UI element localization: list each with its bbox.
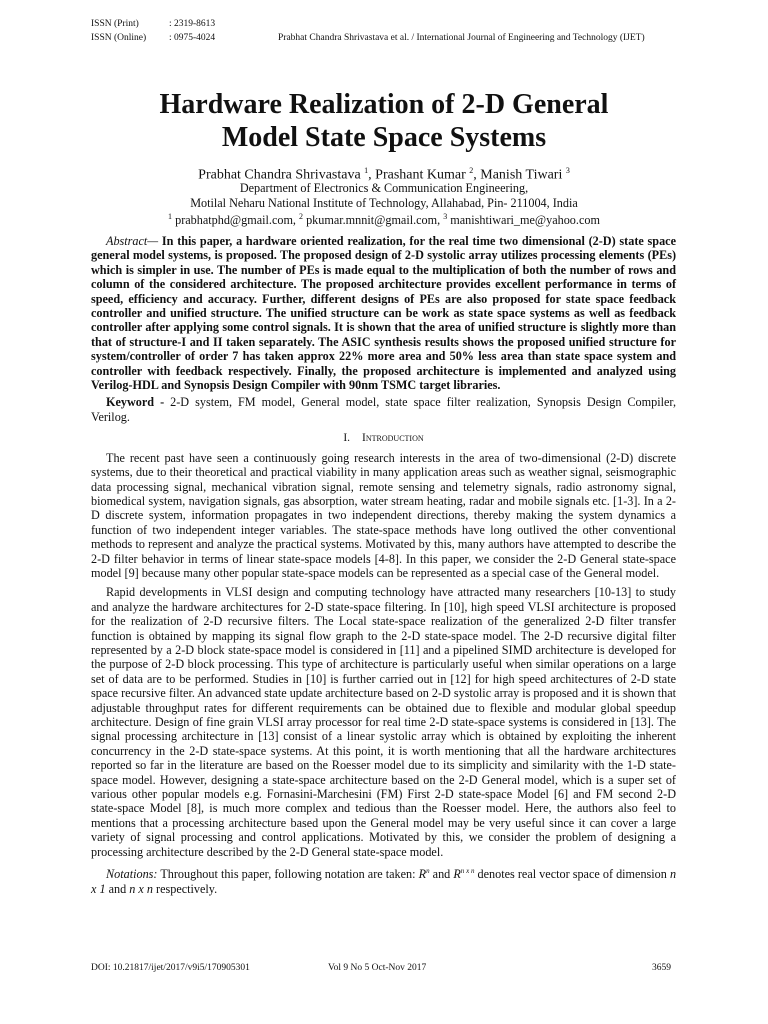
issn-online (91, 31, 215, 45)
footer-doi: DOI: 10.21817/ijet/2017/v9i5/170905301 (91, 963, 250, 973)
issn-block (91, 17, 215, 45)
section-number: I. (343, 432, 351, 445)
paper-body (91, 234, 676, 896)
keywords-label: Keyword - (106, 395, 165, 410)
author-3: Manish Tiwari (480, 167, 563, 183)
running-head: Prabhat Chandra Shrivastava et al. / International Journal of Engineering and Technology (IJET) (278, 33, 645, 43)
title-line-1: Hardware Realization of 2-D General (159, 89, 609, 120)
abstract (91, 234, 676, 392)
notations-label: Notations: (106, 867, 158, 882)
math-rn: $R^n$ (418, 867, 430, 882)
author-1-mark: 1 (364, 166, 369, 175)
keywords (91, 395, 676, 424)
affiliation-line-2: Motilal Neharu National Institute of Technology, Allahabad, Pin- 211004, India (190, 196, 578, 210)
math-dim-1: n x 1 (91, 867, 677, 896)
author-list: Prabhat Chandra Shrivastava $^1$, Prashant Kumar $^2$, Manish Tiwari $^3$ (198, 166, 570, 183)
notations-text-3: respectively. (156, 881, 218, 896)
paragraph: Rapid developments in VLSI design and computing technology have attracted many researchers [10-13] to study and analyze the hardware architectures for 2-D state-space filtering. In [10], high speed VLSI architecture is proposed for the realization of 2-D recursive filters. The Local state-space realization of the generalized 2-D filter transfer function is obtained by mapping its signal flow graph to the 2-D state-space model. The 2-D recursive digital filter represented by a 2-D block state-space model is considered in [11] and a pipelined SIMD architecture is developed for the purpose of 2-D block processing. This type of architecture is particularly useful when similar operations on a large set of data are to be performed. Studies in [10] is further carried out in [12] for high speed architectures of 2-D state space recursive filter. An advanced state update architecture based on 2-D systolic array is proposed and it is shown that adjustable throughput rates for different requirements can be obtained due to flexible and modular global speedup architecture. Design of fine grain VLSI array processor for real time 2-D state-space systems is considered in [13]. The signal processing architecture in [13] consist of a linear systolic array which is obtained by exploiting the inherent concurrency in the 2-D state-space systems. At this point, it is worth mentioning that all the hardware architectures reported so far in the literature are based on the Roesser model due to its simplicity and similarity with the 1-D state-space model. However, designing a state-space architecture based on the 2-D General model, which is a super set of various other popular models e.g. Fornasini-Marchesini (FM) First 2-D state-space Model [6] and FM second 2-D state-space Model [8], is much more complex and tedious than the Roesser model. Here, the authors also feel to mentions that a processing architecture based upon the General model may be very useful since it can cover a large variety of signal processing and control applications. Motivated by this, we consider the problem of designing a processing architecture described by the 2-D General state-space model. (91, 585, 676, 859)
issn-online-value: : 0975-4024 (169, 33, 216, 43)
notations-paragraph (91, 864, 676, 896)
email-2[interactable]: pkumar.mnnit@gmail.com, (306, 213, 441, 228)
notations-text-2: denotes real vector space of dimension (477, 867, 667, 882)
paragraph: The recent past have seen a continuously going research interests in the area of two-dimensional (2-D) discrete systems, due to their theoretical and practical viability in many application areas such as weather signal, seismographic data processing signal, mechanical vibration signal, remote sensing and telemetry signals, radio astronomy signal, biomedical system, navigation signals, gas absorption, water stream heating, radar and mobile signals etc. [1-3]. In a 2-D discrete system, information propagates in two independent directions, thereby making the system dynamics a function of two independent integer variables. The state-space methods have long outlived the other conventional methods to represent and analyze the practical systems. Motivated by this, many authors have attempted to describe the 2-D filter behavior in terms of linear state-space models [4-8]. In this paper, we consider the 2-D General state-space model [9] because many other popular state-space models can be represented as a special case of the General model. (91, 450, 676, 580)
email-3-mark: 3 (443, 212, 448, 221)
issn-print-value: : 2319-8613 (169, 19, 216, 29)
issn-print-label: ISSN (Print) (91, 19, 139, 29)
keywords-text: 2-D system, FM model, General model, state space filter realization, Synopsis Design Compiler, Verilog. (91, 395, 677, 424)
title-line-2: Model State Space Systems (221, 122, 547, 153)
and-text: and (432, 867, 451, 882)
math-dim-2: n x n (129, 881, 153, 896)
abstract-text: In this paper, a hardware oriented realization, for the real time two dimensional (2-D) state space general model systems, is proposed. The proposed design of 2-D systolic array utilizes processing elements (PEs) which is simpler in use. The number of PEs is made equal to the multiplication of both the number of rows and column of the considered architecture. The proposed architecture provides excellent performance in terms of speed, efficiency and accuracy. Further, different designs of PEs are also proposed for state space feedback controller and unified structure. The unified structure can be work as state space systems as well as feedback controller after applying some control signals. It is shown that the area of unified structure is slightly more than that of structure-I and II taken separately. The ASIC synthesis results shows the proposed unified structure for system/controller of order 7 has taken approx 22% more area and 50% less area than state space system and controller with feedback respectively. Finally, the proposed architecture is implemented and analyzed using Verilog-HDL and Synopsis Design Compiler with 90nm TSMC target libraries. (91, 234, 676, 393)
affiliation (0, 181, 768, 211)
issn-online-label: ISSN (Online) (91, 33, 147, 43)
email-2-mark: 2 (299, 212, 304, 221)
footer-volume: Vol 9 No 5 Oct-Nov 2017 (328, 963, 427, 973)
paper-title (0, 88, 768, 154)
abstract-label: Abstract— (106, 234, 159, 248)
email-3[interactable]: manishtiwari_me@yahoo.com (450, 213, 600, 228)
author-2-mark: 2 (469, 166, 474, 175)
math-rnxn: $R^{n x n}$ (453, 867, 475, 882)
author-1: Prabhat Chandra Shrivastava (198, 167, 361, 183)
section-title: Introduction (362, 432, 424, 445)
email-1-mark: 1 (168, 212, 173, 221)
author-3-mark: 3 (565, 166, 570, 175)
footer-page-number: 3659 (652, 963, 671, 973)
affiliation-line-1: Department of Electronics & Communication Engineering, (239, 181, 529, 195)
notations-text-1: Throughout this paper, following notation are taken: (160, 867, 416, 882)
section-heading-introduction (91, 431, 676, 445)
email-list (0, 209, 768, 228)
and-text-2: and (108, 881, 127, 896)
author-2: Prashant Kumar (375, 167, 466, 183)
issn-print (91, 17, 215, 31)
email-1[interactable]: prabhatphd@gmail.com, (175, 213, 296, 228)
